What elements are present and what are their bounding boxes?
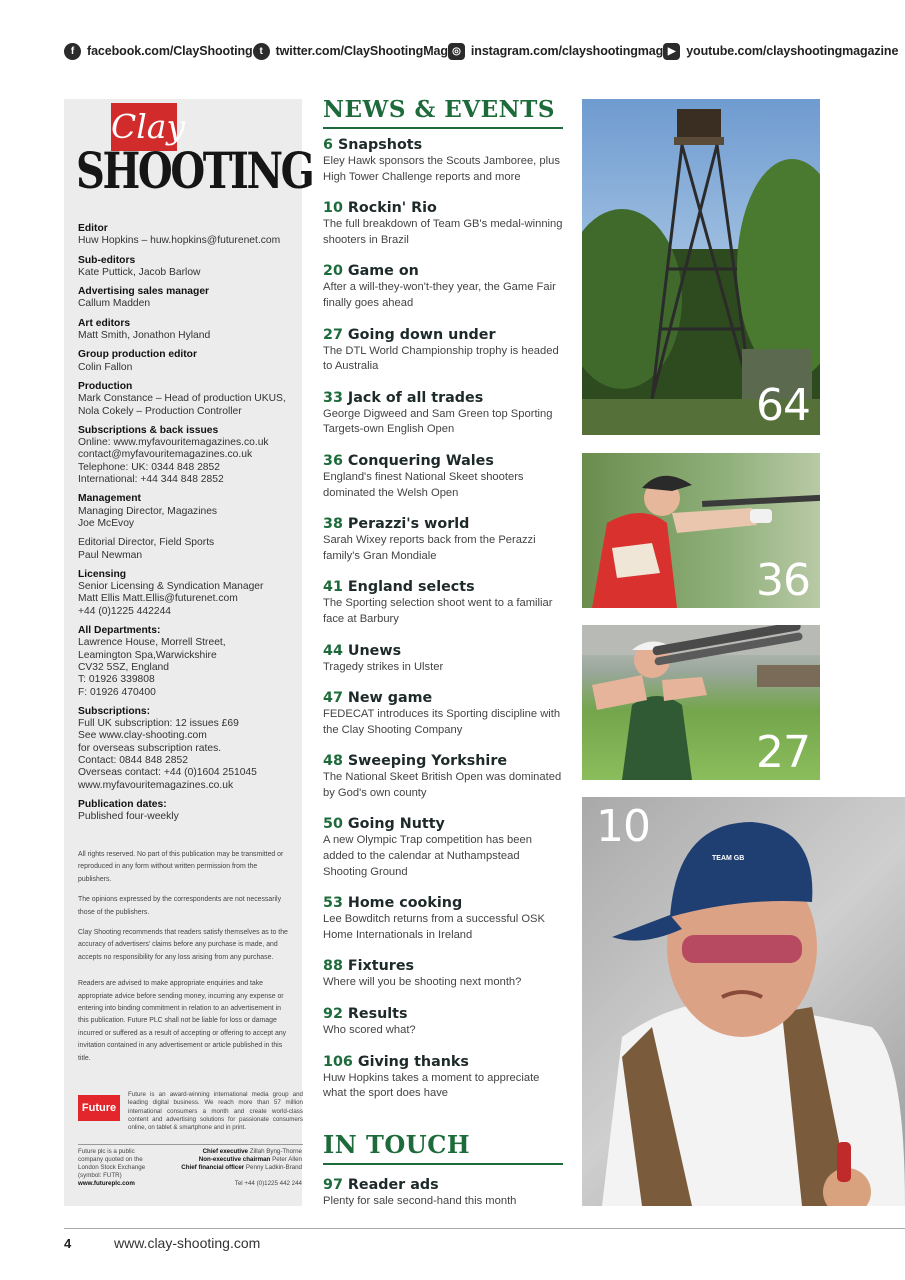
item-title [323, 958, 563, 974]
credit-group [78, 569, 298, 618]
contents-item[interactable] [323, 453, 563, 501]
item-title [323, 690, 563, 706]
credit-line: See www.clay-shooting.com [78, 730, 207, 742]
item-title [323, 516, 563, 532]
credit-line: Colin Fallon [78, 361, 133, 373]
item-title [323, 895, 563, 911]
credit-group [78, 381, 298, 418]
item-title-text: Jack of all trades [347, 389, 484, 406]
credit-line: Matt Ellis Matt.Ellis@futurenet.com [78, 593, 238, 605]
legal-fine-print [78, 849, 292, 1073]
credit-label: Advertising sales manager [78, 286, 210, 298]
credit-group [78, 318, 298, 343]
item-title [323, 579, 563, 595]
credit-group [78, 255, 298, 280]
credit-line: International: +44 344 848 2852 [78, 474, 224, 486]
social-link[interactable] [663, 43, 898, 60]
credit-line: for overseas subscription rates. [78, 742, 222, 754]
item-description: The Sporting selection shoot went to a familiar face at Barbury [323, 597, 553, 625]
item-page-number: 33 [323, 389, 343, 406]
item-title [323, 390, 563, 406]
item-description: Lee Bowditch returns from a successful OSK Home Internationals in Ireland [323, 913, 545, 941]
future-company-info: Future plc is a public company quoted on the London Stock Exchange (symbol: FUTR) www.futureplc.com [78, 1148, 146, 1187]
social-link[interactable] [253, 43, 448, 60]
item-title-text: Rockin' Rio [347, 200, 437, 217]
future-officers: Chief executive Zillah Byng-Thorne Non-executive chairman Peter Allen Chief financial officer Penny Ladkin-Brand Tel +44 (0)1225 442 244 [152, 1148, 302, 1188]
contents-item[interactable] [323, 263, 563, 311]
credit-label: Publication dates: [78, 798, 167, 810]
item-description: The DTL World Championship trophy is headed to Australia [323, 344, 559, 373]
instagram-icon: ◎ [448, 43, 465, 60]
item-page-number: 97 [323, 1176, 343, 1193]
item-title-text: Home cooking [347, 895, 463, 912]
item-page-number: 6 [323, 137, 333, 153]
contents-item[interactable] [323, 390, 563, 438]
credit-line: T: 01926 339808 [78, 674, 155, 686]
contents-item[interactable] [323, 753, 563, 801]
credit-line: Telephone: UK: 0344 848 2852 [78, 461, 220, 473]
item-page-number: 38 [323, 516, 343, 533]
item-title [323, 327, 563, 343]
item-page-number: 20 [323, 263, 343, 280]
item-title-text: Fixtures [347, 958, 415, 975]
news-events-heading: NEWS & EVENTS [323, 96, 563, 129]
item-title [323, 643, 563, 659]
item-title-text: Game on [347, 263, 419, 280]
future-blurb: Future is an award-winning international media group and leading digital business. We reach more than 57 million international consumers a month and create world-class content and advertising solutions for passionate consumers online, on tablet & smartphone and in print. [128, 1091, 303, 1132]
photo-page-number: 36 [756, 555, 810, 606]
item-description: FEDECAT introduces its Sporting discipline with the Clay Shooting Company [323, 708, 561, 736]
logo-shooting: SHOOTING [76, 141, 313, 200]
credit-line: Kate Puttick, Jacob Barlow [78, 266, 201, 278]
item-page-number: 41 [323, 579, 343, 596]
logo-clay: Clay [111, 103, 177, 151]
credit-line: Joe McEvoy [78, 517, 135, 529]
item-title [323, 1006, 563, 1022]
item-page-number: 36 [323, 452, 343, 469]
item-title-text: Giving thanks [357, 1053, 469, 1070]
item-description: Tragedy strikes in Ulster [323, 660, 444, 673]
credit-label: Subscriptions: [78, 705, 151, 717]
credit-group [78, 799, 298, 824]
item-description: A new Olympic Trap competition has been added to the calendar at Nuthampstead Shooting Ground [323, 834, 532, 878]
credit-line: Mark Constance – Head of production UKUS, [78, 393, 286, 405]
credit-line: F: 01926 470400 [78, 686, 156, 698]
legal-paragraph: Readers are advised to make appropriate enquiries and take appropriate advice before sending money, incurring any expense or entering into binding commitment in relation to an advertisement in this publication. Future PLC shall not be liable for loss or damage incurred or suffered as a result of accepting or offering to accept any invitation contained in any advertisement or article published in this title. [78, 980, 287, 1062]
item-page-number: 88 [323, 958, 343, 975]
item-title-text: New game [347, 690, 433, 707]
credit-group [78, 537, 298, 562]
credit-line: Callum Madden [78, 298, 151, 310]
item-page-number: 47 [323, 690, 343, 707]
credit-group [78, 625, 298, 699]
legal-paragraph: All rights reserved. No part of this publication may be transmitted or reproduced in any form without written permission from the publishers. [78, 851, 284, 883]
credit-label: Licensing [78, 568, 127, 580]
staff-credits [78, 223, 298, 830]
contents-item[interactable] [323, 200, 563, 248]
news-items-list [323, 137, 563, 1102]
credit-line: Overseas contact: +44 (0)1604 251045 [78, 767, 257, 779]
credit-line: Senior Licensing & Syndication Manager [78, 581, 264, 593]
credit-line: www.myfavouritemagazines.co.uk [78, 779, 234, 791]
item-title [323, 200, 563, 216]
credit-line: Paul Newman [78, 549, 143, 561]
contents-item[interactable] [323, 137, 563, 185]
item-page-number: 50 [323, 816, 343, 833]
legal-paragraph: Clay Shooting recommends that readers satisfy themselves as to the accuracy of advertisers' claims before any purchase is made, and accepts no responsibility for any loss arising from any purchase. [78, 929, 288, 961]
contents-item[interactable] [323, 1177, 563, 1210]
photo-team-gb-shooter [582, 797, 905, 1206]
contents-item[interactable] [323, 579, 563, 627]
photo-trap-shooter [582, 625, 820, 780]
contents-item[interactable] [323, 895, 563, 943]
credit-line: Huw Hopkins – huw.hopkins@futurenet.com [78, 235, 281, 247]
item-page-number: 27 [323, 326, 343, 343]
item-title [323, 1177, 563, 1193]
item-title [323, 263, 563, 279]
contents-item[interactable] [323, 1054, 563, 1102]
credit-label: Production [78, 380, 133, 392]
social-links-bar [64, 40, 899, 62]
credit-label: Editor [78, 223, 108, 234]
credit-group [78, 349, 298, 374]
credit-group [78, 493, 298, 530]
credit-line: Contact: 0844 848 2852 [78, 754, 188, 766]
future-website[interactable]: www.futureplc.com [78, 1180, 135, 1187]
credit-line: CV32 5SZ, England [78, 661, 170, 673]
item-title-text: Reader ads [347, 1176, 439, 1193]
item-title [323, 137, 563, 153]
item-page-number: 53 [323, 895, 343, 912]
social-link-text: youtube.com/clayshootingmagazine [686, 44, 899, 58]
credit-line: contact@myfavouritemagazines.co.uk [78, 449, 253, 461]
item-title-text: Results [347, 1006, 408, 1023]
item-page-number: 10 [323, 200, 343, 217]
photo-page-number: 27 [756, 727, 810, 778]
credit-line: Nola Cokely – Production Controller [78, 405, 242, 417]
credit-line: Lawrence House, Morrell Street, [78, 637, 226, 649]
item-title [323, 753, 563, 769]
photo-tower [582, 99, 820, 435]
item-title-text: Perazzi's world [347, 516, 470, 533]
social-link-text: facebook.com/ClayShooting [87, 44, 253, 58]
credit-label: All Departments: [78, 625, 161, 637]
credit-label: Sub-editors [78, 254, 136, 266]
item-title-text: Conquering Wales [347, 452, 494, 469]
credit-group [78, 223, 298, 248]
divider [78, 1144, 303, 1145]
item-description: After a will-they-won't-they year, the Game Fair finally goes ahead [323, 281, 556, 309]
cap-team-gb-label: TEAM GB [712, 855, 745, 862]
item-page-number: 48 [323, 753, 343, 770]
credit-line: Editorial Director, Field Sports [78, 537, 215, 549]
legal-paragraph: The opinions expressed by the correspondents are not necessarily those of the publishers. [78, 896, 282, 916]
item-description: Where will you be shooting next month? [323, 976, 522, 989]
photo-page-number: 64 [756, 380, 810, 431]
footer-url[interactable]: www.clay-shooting.com [114, 1235, 261, 1251]
item-description: Sarah Wixey reports back from the Perazzi family's Gran Mondiale [323, 534, 536, 562]
item-description: Who scored what? [323, 1024, 416, 1037]
page-number: 4 [64, 1236, 72, 1251]
contents-item[interactable] [323, 1006, 563, 1039]
item-title [323, 816, 563, 832]
item-description: Eley Hawk sponsors the Scouts Jamboree, plus High Tower Challenge reports and more [323, 155, 560, 183]
in-touch-list [323, 1177, 563, 1210]
contents-item[interactable] [323, 327, 563, 375]
credit-line: Full UK subscription: 12 issues £69 [78, 718, 239, 730]
item-page-number: 44 [323, 642, 343, 659]
item-title-text: Going down under [347, 326, 496, 343]
facebook-icon: f [64, 43, 81, 60]
youtube-icon: ▶ [663, 43, 680, 60]
contents-item[interactable] [323, 690, 563, 738]
credit-line: Leamington Spa,Warwickshire [78, 649, 217, 661]
item-page-number: 92 [323, 1006, 343, 1023]
social-link-text: instagram.com/clayshootingmag [470, 44, 664, 58]
contents-column [323, 96, 563, 1209]
future-tel: Tel +44 (0)1225 442 244 [234, 1180, 302, 1187]
credit-label: Subscriptions & back issues [78, 424, 219, 436]
credit-line: Online: www.myfavouritemagazines.co.uk [78, 437, 269, 449]
item-description: Plenty for sale second-hand this month [323, 1194, 517, 1207]
item-description: England's finest National Skeet shooters dominated the Welsh Open [323, 470, 524, 499]
contents-item[interactable] [323, 816, 563, 880]
footer-divider [64, 1228, 905, 1229]
social-link[interactable] [448, 43, 663, 60]
item-description: The full breakdown of Team GB's medal-winning shooters in Brazil [323, 218, 563, 246]
credit-label: Art editors [78, 317, 131, 329]
credit-line: Managing Director, Magazines [78, 505, 218, 517]
contents-item[interactable] [323, 516, 563, 564]
photo-skeet-shooter [582, 453, 820, 608]
twitter-icon: t [253, 43, 270, 60]
item-title [323, 453, 563, 469]
item-title-text: Sweeping Yorkshire [347, 753, 508, 770]
item-title-text: England selects [347, 579, 475, 596]
social-link-text: twitter.com/ClayShootingMag [275, 44, 448, 58]
item-description: Huw Hopkins takes a moment to appreciate what the sport does have [323, 1071, 540, 1100]
credit-label: Management [78, 493, 141, 505]
credit-line: Published four-weekly [78, 811, 179, 823]
item-page-number: 106 [323, 1053, 353, 1070]
credit-line: Matt Smith, Jonathon Hyland [78, 330, 211, 342]
contents-item[interactable] [323, 958, 563, 991]
masthead-sidebar [64, 99, 313, 1206]
credit-group [78, 286, 298, 311]
credit-group [78, 706, 298, 792]
item-title-text: Unews [347, 642, 402, 659]
item-title-text: Going Nutty [347, 816, 445, 833]
credit-line: +44 (0)1225 442244 [78, 605, 172, 617]
credit-label: Group production editor [78, 349, 197, 361]
item-description: The National Skeet British Open was dominated by God's own county [323, 771, 562, 799]
in-touch-heading: IN TOUCH [323, 1130, 563, 1165]
photo-page-number: 10 [596, 801, 650, 852]
future-logo: Future [78, 1095, 120, 1121]
contents-item[interactable] [323, 643, 563, 676]
item-title-text: Snapshots [337, 137, 423, 153]
credit-group [78, 425, 298, 486]
social-link[interactable] [64, 43, 253, 60]
item-title [323, 1054, 563, 1070]
item-description: George Digweed and Sam Green top Sporting Targets-own English Open [323, 407, 553, 436]
